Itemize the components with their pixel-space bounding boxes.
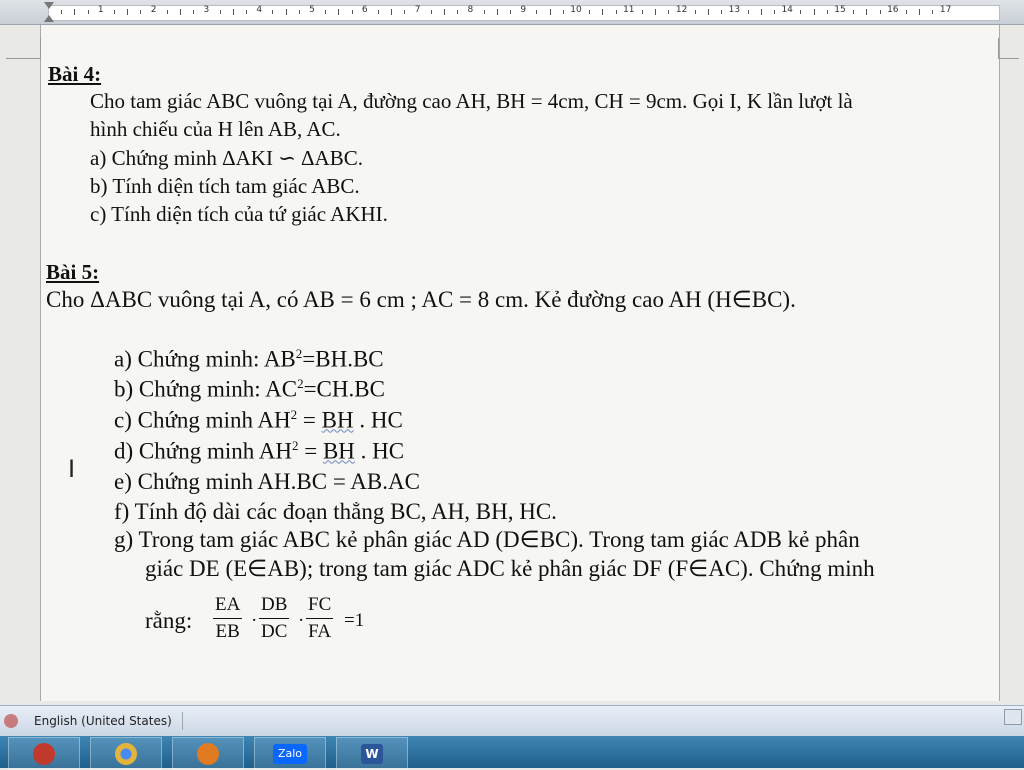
ruler-tick [497, 9, 498, 15]
ruler-tick [444, 9, 445, 15]
taskbar [0, 736, 1024, 768]
status-separator [182, 712, 183, 730]
ruler-tick [404, 10, 405, 14]
ruler-tick [906, 10, 907, 14]
language-indicator[interactable]: English (United States) [34, 714, 172, 728]
ruler-number: 14 [781, 5, 793, 15]
view-layout-button[interactable] [1004, 709, 1022, 725]
chrome-icon [115, 743, 137, 765]
taskbar-word[interactable] [336, 737, 408, 770]
bai4-line2: hình chiếu của H lên AB, AC. [90, 117, 341, 141]
ruler-tick [457, 10, 458, 14]
page-crop-mark-left [6, 38, 41, 59]
ruler-tick [708, 9, 709, 15]
ruler-number: 2 [150, 5, 157, 15]
multiply-dot: · [251, 610, 258, 631]
ruler-tick [114, 10, 115, 14]
multiply-dot: · [298, 610, 305, 631]
ruler-tick [563, 10, 564, 14]
bai4-line1: Cho tam giác ABC vuông tại A, đường cao AH, BH = 4cm, CH = 9cm. Gọi I, K lần lượt là [90, 89, 853, 113]
spellcheck-underline: BH [322, 438, 355, 464]
bai4-part-a: a) Chứng minh ΔAKI ∽ ΔABC. [90, 146, 363, 170]
ruler-tick [484, 10, 485, 14]
ruler-number: 6 [361, 5, 368, 15]
ruler-tick [827, 10, 828, 14]
ruler-number: 11 [623, 5, 635, 15]
ruler-tick [800, 10, 801, 14]
taskbar-chrome[interactable] [90, 737, 162, 770]
ruler-tick [325, 10, 326, 14]
fraction-ea-eb: $\frac{EA}{EB}$ [215, 594, 241, 642]
bai4-part-c: c) Tính diện tích của tứ giác AKHI. [90, 202, 388, 226]
taskbar-media-player[interactable] [8, 737, 80, 770]
taskbar-zalo[interactable] [254, 737, 326, 770]
bai5-part-d: d) Chứng minh $AH^2$ = BH . HC [114, 438, 405, 464]
spellcheck-underline: BH [321, 407, 354, 433]
ruler-tick [932, 10, 933, 14]
bai5-part-f: f) Tính độ dài các đoạn thẳng BC, AH, BH, HC. [114, 499, 557, 524]
ruler-tick [655, 9, 656, 15]
word-icon: W [361, 744, 383, 764]
ruler-tick [616, 10, 617, 14]
status-bar [0, 705, 1024, 737]
ruler-tick [352, 10, 353, 14]
ruler-tick [299, 10, 300, 14]
ruler-tick [550, 9, 551, 15]
zalo-icon: Zalo [273, 744, 307, 764]
ruler-number: 7 [414, 5, 421, 15]
ruler-tick [220, 10, 221, 14]
ruler-tick [642, 10, 643, 14]
ruler-tick [431, 10, 432, 14]
ruler-tick [272, 10, 273, 14]
proofing-icon[interactable] [4, 714, 18, 728]
bai4-part-b: b) Tính diện tích tam giác ABC. [90, 174, 360, 198]
bai5-part-a: a) Chứng minh: $AB^2=BH.BC$ [114, 346, 384, 372]
ruler-tick [127, 9, 128, 15]
bai5-part-g-line1: g) Trong tam giác ABC kẻ phân giác AD (D∈BC). Trong tam giác ADB kẻ phân [114, 527, 860, 552]
ruler-tick [391, 9, 392, 15]
text-cursor-icon: I [68, 455, 76, 483]
first-line-indent-marker[interactable] [44, 2, 54, 9]
ruler-tick [286, 9, 287, 15]
ruler-tick [919, 9, 920, 15]
fraction-db-dc: $\frac{DB}{DC}$ [261, 594, 288, 642]
ruler-tick [338, 9, 339, 15]
ruler-tick [721, 10, 722, 14]
ruler-number: 12 [675, 5, 688, 15]
ruler-tick [510, 10, 511, 14]
bai5-part-e: e) Chứng minh AH.BC = AB.AC [114, 469, 420, 494]
equals-one: =1 [344, 610, 365, 631]
ruler-number: 13 [728, 5, 741, 15]
ruler-tick [774, 10, 775, 14]
ruler-number: 1 [97, 5, 104, 15]
bai5-heading: Bài 5: [46, 260, 100, 284]
ruler-tick [536, 10, 537, 14]
ruler-tick [378, 10, 379, 14]
ruler-tick [246, 10, 247, 14]
ruler-tick [74, 9, 75, 15]
bai5-part-c: c) Chứng minh $AH^2$ = BH . HC [114, 407, 403, 433]
ruler-number: 3 [203, 5, 210, 15]
ruler-number: 10 [570, 5, 582, 15]
hanging-indent-marker[interactable] [44, 15, 54, 22]
ruler-number: 17 [939, 5, 952, 15]
ruler-number: 16 [887, 5, 899, 15]
ruler-number: 5 [309, 5, 315, 15]
ruler-number: 8 [467, 5, 474, 15]
ruler-tick [695, 10, 696, 14]
ruler-tick [814, 9, 815, 15]
taskbar-app-orange[interactable] [172, 737, 244, 770]
ruler-tick [140, 10, 141, 14]
ruler-tick [880, 10, 881, 14]
ruler-tick [853, 10, 854, 14]
bai5-intro: Cho ΔABC vuông tại A, có AB = 6 cm ; AC = 8 cm. Kẻ đường cao AH (H∈BC). [46, 287, 796, 312]
ruler-tick [61, 10, 62, 14]
ruler-tick [193, 10, 194, 14]
ruler-number: 4 [256, 5, 263, 15]
media-player-icon [33, 743, 55, 765]
bai5-part-b: b) Chứng minh: $AC^2=CH.BC$ [114, 376, 385, 402]
app-icon [197, 743, 219, 765]
ruler-tick [233, 9, 234, 15]
ruler-tick [761, 9, 762, 15]
ruler-tick [748, 10, 749, 14]
ruler-number: 15 [834, 5, 846, 15]
fraction-fc-fa: $\frac{FC}{FA}$ [308, 594, 332, 642]
page-crop-mark-right [998, 38, 1019, 59]
horizontal-ruler[interactable] [0, 0, 1024, 25]
ruler-number: 9 [520, 5, 527, 15]
ruler-tick [589, 10, 590, 14]
ruler-tick [866, 9, 867, 15]
bai4-heading: Bài 4: [48, 62, 102, 86]
ruler-tick [167, 10, 168, 14]
bai5-part-g-line3: rằng: [145, 608, 193, 633]
ruler-tick [668, 10, 669, 14]
ruler-tick [88, 10, 89, 14]
ruler-tick [602, 9, 603, 15]
ruler-tick [180, 9, 181, 15]
bai5-part-g-line2: giác DE (E∈AB); trong tam giác ADC kẻ phân giác DF (F∈AC). Chứng minh [145, 556, 875, 581]
